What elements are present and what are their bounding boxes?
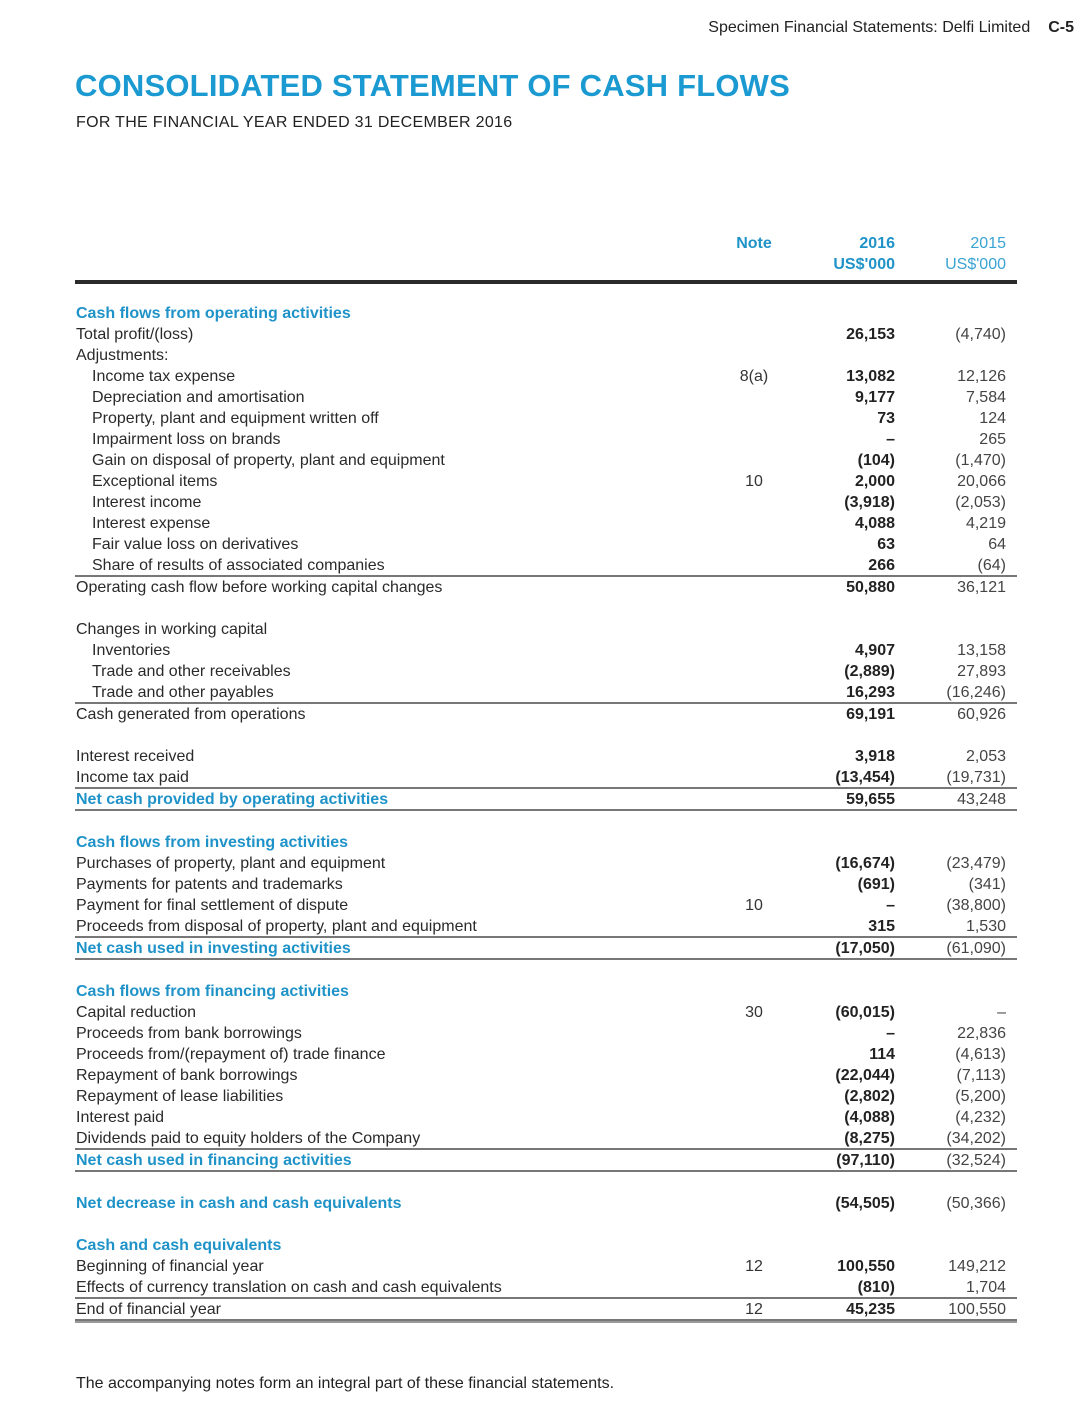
table-row: Effects of currency translation on cash and cash equivalents (810) 1,704 [75,1277,1017,1299]
table-row: Property, plant and equipment written off 73 124 [92,410,1006,427]
table-row: Exceptional items 10 2,000 20,066 [92,473,1006,490]
table-row: Purchases of property, plant and equipment (16,674) (23,479) [76,855,1006,872]
section-heading-cash-equivalents: Cash and cash equivalents [76,1237,282,1254]
table-row: Interest expense 4,088 4,219 [92,515,1006,532]
table-row: Proceeds from disposal of property, plant and equipment 315 1,530 [75,916,1017,938]
table-row: Trade and other payables 16,293 (16,246) [75,682,1017,704]
running-head-text: Specimen Financial Statements: Delfi Limited [708,19,1031,36]
page-number: C-5 [1048,19,1074,36]
table-row: Share of results of associated companies 266 (64) [75,555,1017,577]
table-row: Proceeds from bank borrowings – 22,836 [76,1025,1006,1042]
table-row: Inventories 4,907 13,158 [92,642,1006,659]
table-row: Beginning of financial year 12 100,550 149,212 [76,1258,1006,1275]
table-row: Interest income (3,918) (2,053) [92,494,1006,511]
table-row: Fair value loss on derivatives 63 64 [92,536,1006,553]
section-heading-operating: Cash flows from operating activities [76,305,351,322]
total-row-net-investing: Net cash used in investing activities (17,050) (61,090) [75,938,1017,960]
table-row: Proceeds from/(repayment of) trade finance 114 (4,613) [76,1046,1006,1063]
column-year-2015: 2015 [970,235,1006,252]
column-unit-2015: US$'000 [945,256,1006,273]
table-row: Adjustments: [76,347,169,364]
table-row: Total profit/(loss) 26,153 (4,740) [76,326,1006,343]
section-heading-financing: Cash flows from financing activities [76,983,349,1000]
column-unit-2016: US$'000 [833,256,895,273]
page-subtitle: FOR THE FINANCIAL YEAR ENDED 31 DECEMBER 2016 [76,114,513,131]
footer-note: The accompanying notes form an integral part of these financial statements. [76,1375,615,1392]
table-row: Dividends paid to equity holders of the Company (8,275) (34,202) [75,1128,1017,1150]
table-row: Capital reduction 30 (60,015) – [76,1004,1006,1021]
column-header-note: Note [736,235,772,252]
table-row: Income tax paid (13,454) (19,731) [75,767,1017,789]
header-rule [75,280,1017,284]
total-row-net-decrease: Net decrease in cash and cash equivalents (54,505) (50,366) [76,1195,1006,1212]
table-row: Income tax expense 8(a) 13,082 12,126 [92,368,1006,385]
column-year-2016: 2016 [859,235,895,252]
table-row: Payment for final settlement of dispute 10 – (38,800) [76,897,1006,914]
wc-heading: Changes in working capital [76,621,268,638]
running-head [708,19,1074,37]
column-header-2015 [910,233,1006,275]
table-row: Impairment loss on brands – 265 [92,431,1006,448]
section-heading-investing: Cash flows from investing activities [76,834,349,851]
table-row: Interest paid (4,088) (4,232) [76,1109,1006,1126]
table-row: Repayment of lease liabilities (2,802) (5,200) [76,1088,1006,1105]
total-row-net-financing: Net cash used in financing activities (97,110) (32,524) [75,1150,1017,1172]
total-row-net-operating: Net cash provided by operating activities 59,655 43,248 [75,789,1017,811]
page-title: CONSOLIDATED STATEMENT OF CASH FLOWS [75,68,790,103]
table-row: Interest received 3,918 2,053 [76,748,1006,765]
total-row-end-of-year: End of financial year 12 45,235 100,550 [75,1299,1017,1321]
table-row: Gain on disposal of property, plant and equipment (104) (1,470) [92,452,1006,469]
subtotal-row-operating-before-wc: Operating cash flow before working capital changes 50,880 36,121 [76,579,1006,596]
column-header-2016 [800,233,895,275]
table-row: Depreciation and amortisation 9,177 7,584 [92,389,1006,406]
table-row: Payments for patents and trademarks (691) (341) [76,876,1006,893]
cash-flow-statement [75,303,1017,1321]
table-row: Trade and other receivables (2,889) 27,893 [92,663,1006,680]
subtotal-row-cash-generated: Cash generated from operations 69,191 60,926 [76,706,1006,723]
table-row: Repayment of bank borrowings (22,044) (7,113) [76,1067,1006,1084]
